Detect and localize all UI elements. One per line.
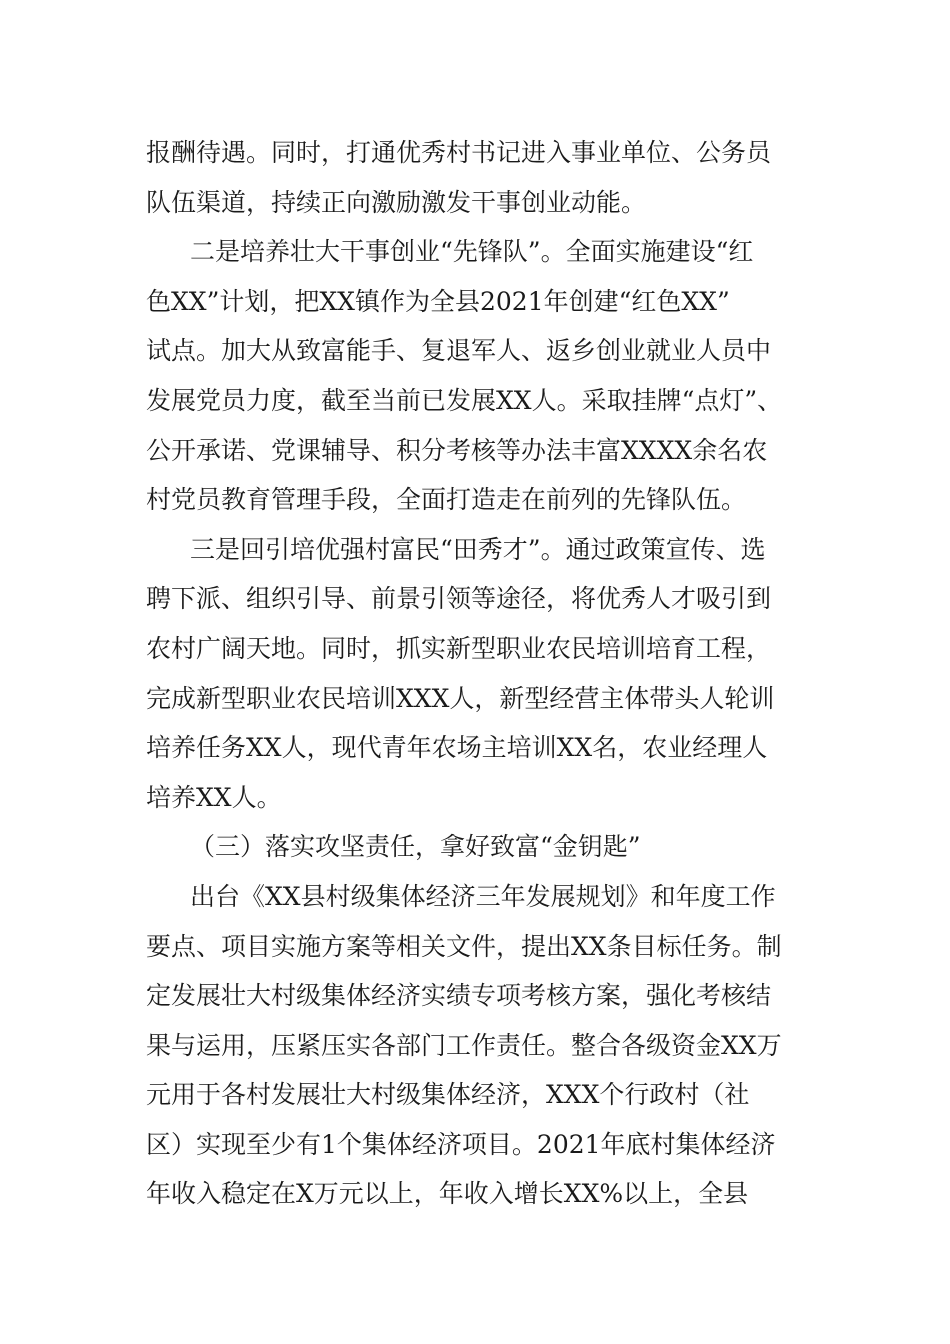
body-text [146, 128, 818, 1219]
text-line: 果与运用，压紧压实各部门工作责任。整合各级资金XX万 [146, 1030, 782, 1060]
text-line: 完成新型职业农民培训XXX人，新型经营主体带头人轮训 [146, 683, 775, 713]
text-line: 发展党员力度，截至当前已发展XX人。采取挂牌“点灯”、 [146, 385, 783, 415]
text-line: 试点。加大从致富能手、复退军人、返乡创业就业人员中 [146, 336, 772, 366]
text-line: 出台《XX县村级集体经济三年发展规划》和年度工作 [190, 881, 776, 911]
text-line: 聘下派、组织引导、前景引领等途径，将优秀人才吸引到 [146, 584, 772, 614]
text-line: 年收入稳定在X万元以上，年收入增长XX%以上，全县 [146, 1179, 749, 1209]
text-line: 定发展壮大村级集体经济实绩专项考核方案，强化考核结 [146, 981, 772, 1011]
text-line: 农村广阔天地。同时，抓实新型职业农民培训培育工程， [146, 633, 772, 663]
text-line: 公开承诺、党课辅导、积分考核等办法丰富XXXX余名农 [146, 435, 768, 465]
section-heading: （三）落实攻坚责任，拿好致富“金钥匙” [190, 832, 641, 862]
text-line: 队伍渠道，持续正向激励激发干事创业动能。 [146, 187, 647, 217]
text-line: 培养XX人。 [146, 782, 282, 812]
text-line: 报酬待遇。同时，打通优秀村书记进入事业单位、公务员 [146, 138, 772, 167]
text-line: 元用于各村发展壮大村级集体经济，XXX个行政村（社 [146, 1080, 750, 1110]
text-line: 村党员教育管理手段，全面打造走在前列的先锋队伍。 [146, 485, 747, 515]
text-line: 二是培养壮大干事创业“先锋队”。全面实施建设“红 [190, 237, 754, 267]
text-line: 色XX”计划，把XX镇作为全县2021年创建“红色XX” [146, 286, 730, 316]
text-line: 区）实现至少有1个集体经济项目。2021年底村集体经济 [146, 1129, 776, 1159]
text-line: 培养任务XX人，现代青年农场主培训XX名，农业经理人 [146, 733, 768, 763]
text-line: 要点、项目实施方案等相关文件，提出XX条目标任务。制 [146, 931, 782, 961]
text-line: 三是回引培优强村富民“田秀才”。通过政策宣传、选 [190, 534, 766, 564]
